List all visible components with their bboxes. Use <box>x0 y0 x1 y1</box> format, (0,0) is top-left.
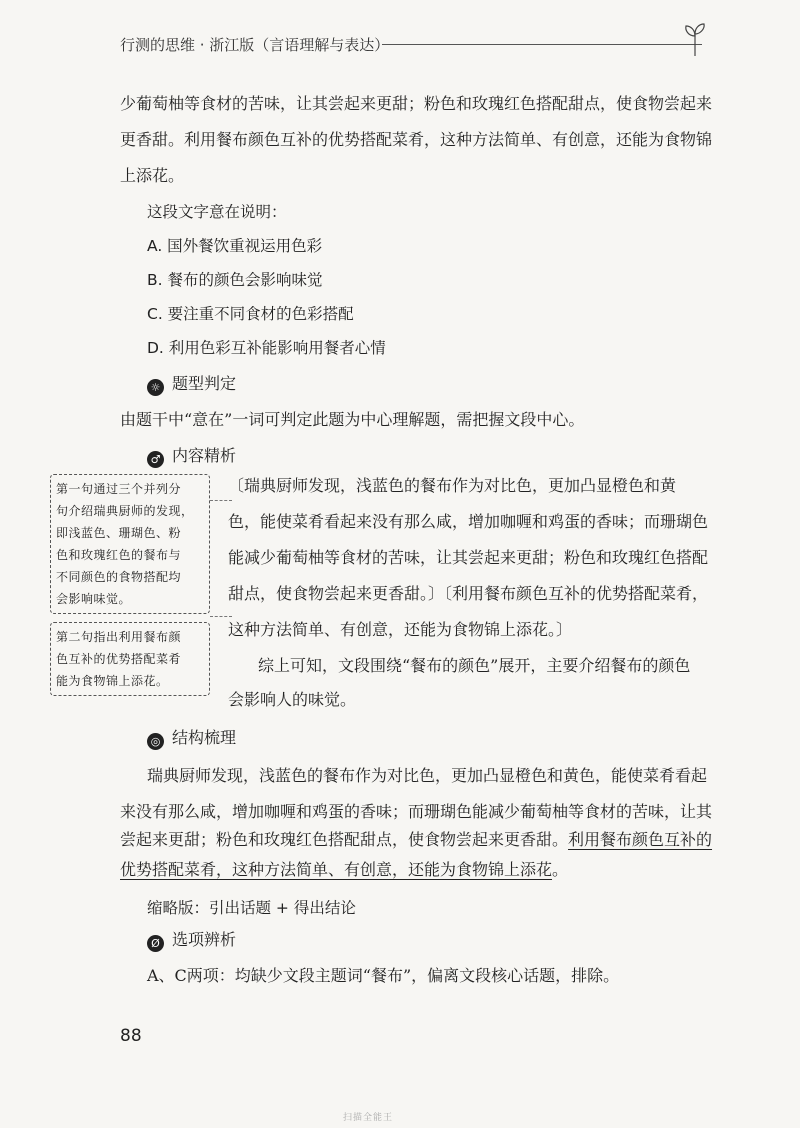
options-analysis-text: A、C两项：均缺少文段主题词“餐布”，偏离文段核心话题，排除。 <box>147 966 620 985</box>
note-line: 色和玫瑰红色的餐布与 <box>56 548 182 562</box>
option-a: A. 国外餐饮重视运用色彩 <box>147 237 323 255</box>
section-title: 内容精析 <box>172 446 237 465</box>
side-note-2 <box>50 622 210 696</box>
note-line: 不同颜色的食物搭配均 <box>56 570 182 584</box>
passage-line: 更香甜。利用餐布颜色互补的优势搭配菜肴，这种方法简单、有创意，还能为食物锦 <box>120 130 713 149</box>
structure-text: 尝起来更甜；粉色和玫瑰红色搭配甜点，使食物尝起来更香甜。 <box>120 830 569 849</box>
section-structure-heading <box>147 728 236 750</box>
passage-line: 少葡萄柚等食材的苦味，让其尝起来更甜；粉色和玫瑰红色搭配甜点，使食物尝起来 <box>120 94 713 113</box>
analysis-line: 甜点，使食物尝起来更香甜。〕〔利用餐布颜色互补的优势搭配菜肴， <box>228 584 709 603</box>
options-icon: Ø <box>147 935 164 952</box>
magnifier-icon: ♂ <box>147 451 164 468</box>
note-line: 第二句指出利用餐布颜 <box>56 630 182 644</box>
underlined-conclusion: 优势搭配菜肴，这种方法简单、有创意，还能为食物锦上添花 <box>120 860 553 879</box>
note-line: 句介绍瑞典厨师的发现， <box>56 504 194 518</box>
type-judgement-text: 由题干中“意在”一词可判定此题为中心理解题，需把握文段中心。 <box>120 410 585 429</box>
structure-line <box>120 860 720 880</box>
analysis-line: 能减少葡萄柚等食材的苦味，让其尝起来更甜；粉色和玫瑰红色搭配 <box>228 548 709 567</box>
note-line: 能为食物锦上添花。 <box>56 674 169 688</box>
question-stem: 这段文字意在说明： <box>147 203 287 221</box>
header-title: 行测的思维 · 浙江版（言语理解与表达） <box>120 36 390 54</box>
section-title: 选项辨析 <box>172 930 237 949</box>
section-options-heading <box>147 930 236 952</box>
note-line: 色互补的优势搭配菜肴 <box>56 652 182 666</box>
note-connector <box>210 616 232 617</box>
side-note-1 <box>50 474 210 614</box>
abbrev-line: 缩略版：引出话题 + 得出结论 <box>147 899 356 917</box>
sprout-icon <box>680 18 710 58</box>
note-line: 会影响味觉。 <box>56 592 132 606</box>
structure-line: 瑞典厨师发现，浅蓝色的餐布作为对比色，更加凸显橙色和黄色，能使菜肴看起 <box>147 766 708 785</box>
structure-line: 来没有那么咸，增加咖喱和鸡蛋的香味；而珊瑚色能减少葡萄柚等食材的苦味，让其 <box>120 802 713 821</box>
note-line: 即浅蓝色、珊瑚色、粉 <box>56 526 182 540</box>
summary-line: 会影响人的味觉。 <box>228 690 357 709</box>
section-type-heading <box>147 374 236 396</box>
section-content-heading <box>147 446 236 468</box>
sun-icon: ☼ <box>147 379 164 396</box>
summary-line: 综上可知，文段围绕“餐布的颜色”展开，主要介绍餐布的颜色 <box>258 656 691 675</box>
structure-text: 。 <box>552 860 569 879</box>
analysis-line: 〔瑞典厨师发现，浅蓝色的餐布作为对比色，更加凸显橙色和黄 <box>228 476 677 495</box>
option-d: D. 利用色彩互补能影响用餐者心情 <box>147 339 386 357</box>
option-b: B. 餐布的颜色会影响味觉 <box>147 271 323 289</box>
analysis-line: 色，能使菜肴看起来没有那么咸，增加咖喱和鸡蛋的香味；而珊瑚色 <box>228 512 709 531</box>
scanner-watermark: 扫描全能王 <box>343 1113 394 1123</box>
passage-line: 上添花。 <box>120 166 185 185</box>
running-header <box>120 30 720 60</box>
note-connector <box>210 500 232 501</box>
analysis-line: 这种方法简单、有创意，还能为食物锦上添花。〕 <box>228 620 573 639</box>
option-c: C. 要注重不同食材的色彩搭配 <box>147 305 354 323</box>
structure-line <box>120 830 720 850</box>
page-number: 88 <box>120 1026 142 1046</box>
underlined-conclusion: 利用餐布颜色互补的 <box>568 830 713 849</box>
section-title: 结构梳理 <box>172 728 237 747</box>
section-title: 题型判定 <box>172 374 237 393</box>
note-line: 第一句通过三个并列分 <box>56 482 182 496</box>
structure-icon: ◎ <box>147 733 164 750</box>
header-rule <box>382 44 702 45</box>
